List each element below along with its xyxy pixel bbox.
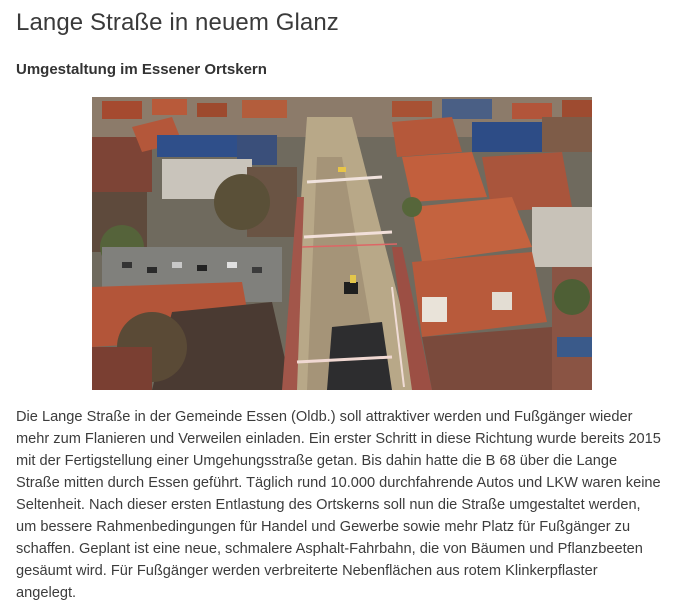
article-title: Lange Straße in neuem Glanz bbox=[16, 9, 339, 36]
article-body: Die Lange Straße in der Gemeinde Essen (Oldb.) soll attraktiver werden und Fußgänger wieder mehr zum Flanieren und Verweilen einladen. Ein erster Schritt in diese Richtung wurde bereits 2015 mit der Fertigstellung einer Umgehungsstraße getan. Bis dahin hatte die B 68 über die Lange Straße mitten durch Essen geführt. Täglich rund 10.000 durchfahrende Autos und LKW waren keine Seltenheit. Nach dieser ersten Entlastung des Ortskerns soll nun die Straße umgestaltet werden, um bessere Rahmenbedingungen für Handel und Gewerbe sowie mehr Platz für Fußgänger zu schaffen. Geplant ist eine neue, schmalere Asphalt-Fahrbahn, die von Bäumen und Pflanzbeeten gesäumt wird. Für Fußgänger werden verbreiterte Nebenflächen aus rotem Klinkerpflaster angelegt. bbox=[16, 409, 661, 601]
article-photo bbox=[92, 97, 592, 390]
aerial-photo-illustration bbox=[92, 97, 592, 390]
article-subtitle: Umgestaltung im Essener Ortskern bbox=[16, 61, 267, 78]
